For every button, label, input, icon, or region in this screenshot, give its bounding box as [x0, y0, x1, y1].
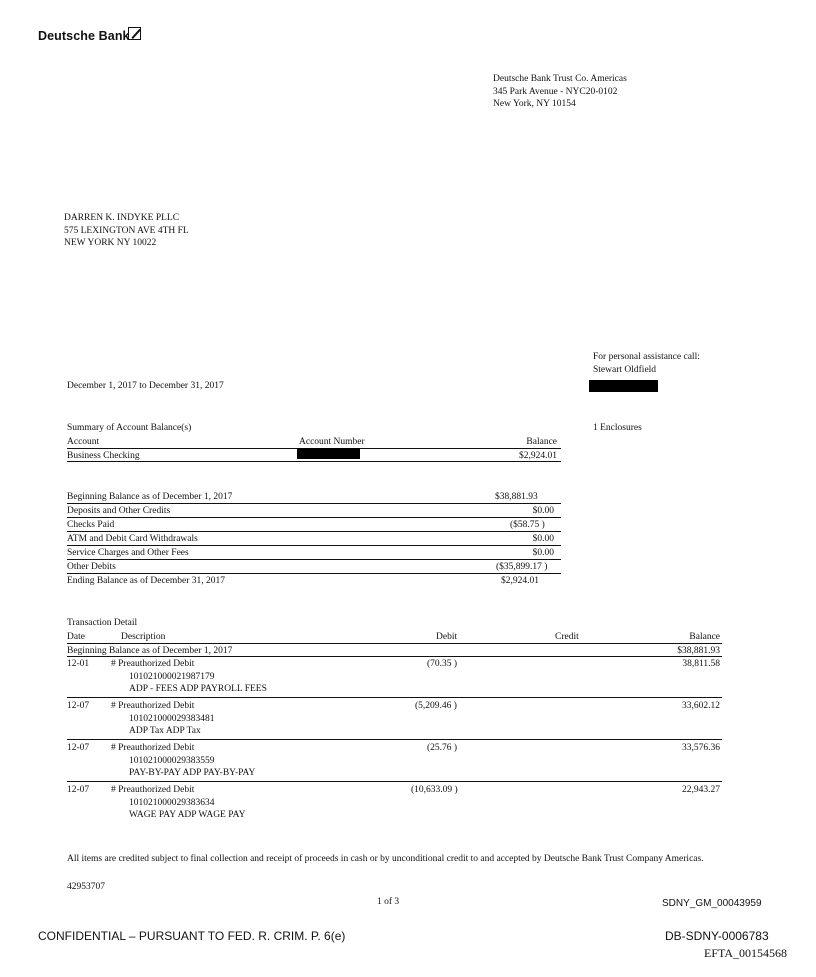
divider	[67, 573, 561, 574]
page-number: 1 of 3	[377, 897, 400, 907]
assistance-contact	[593, 351, 700, 376]
divider	[67, 739, 722, 740]
tx-date: 12-07	[67, 785, 90, 795]
tx-memo: ADP Tax ADP Tax	[129, 726, 201, 736]
redacted-account-number	[297, 448, 360, 459]
customer-address-line: NEW YORK NY 10022	[64, 238, 157, 248]
balance-value: $0.00	[532, 506, 554, 516]
confidential-notice: CONFIDENTIAL – PURSUANT TO FED. R. CRIM. P. 6(e)	[38, 929, 346, 943]
enclosures: 1 Enclosures	[593, 423, 642, 433]
balance-label: Service Charges and Other Fees	[67, 548, 189, 558]
balance-value: ($58.75 )	[510, 520, 545, 530]
tx-beginning-label: Beginning Balance as of December 1, 2017	[67, 646, 233, 656]
assistance-name: Stewart Oldfield	[593, 364, 657, 375]
tx-description	[111, 742, 255, 780]
redacted-phone	[589, 380, 658, 392]
bates-number: EFTA_00154568	[704, 946, 788, 960]
tx-balance: 38,811.58	[682, 659, 720, 669]
divider	[67, 517, 561, 518]
deutsche-bank-slash-logo-icon	[128, 27, 141, 40]
tx-memo: PAY-BY-PAY ADP PAY-BY-PAY	[129, 768, 256, 778]
divider	[67, 545, 561, 546]
tx-balance: 33,602.12	[682, 701, 720, 711]
tx-col-credit: Credit	[555, 632, 579, 642]
tx-description	[111, 700, 215, 738]
tx-desc: # Preauthorized Debit	[111, 743, 195, 753]
tx-balance: 22,943.27	[682, 785, 720, 795]
divider	[67, 643, 722, 644]
balance-value: $38,881.93	[495, 492, 538, 502]
transaction-title: Transaction Detail	[67, 618, 138, 628]
balance-value: $2,924.01	[501, 576, 539, 586]
tx-debit: (70.35 )	[427, 659, 458, 669]
balance-label: Deposits and Other Credits	[67, 506, 171, 516]
divider	[67, 531, 561, 532]
tx-col-date: Date	[67, 632, 85, 642]
tx-col-debit: Debit	[436, 632, 458, 642]
tx-desc: # Preauthorized Debit	[111, 659, 195, 669]
tx-beginning-balance: $38,881.93	[677, 646, 720, 656]
balance-label: Beginning Balance as of December 1, 2017	[67, 492, 233, 502]
balance-label: Other Debits	[67, 562, 116, 572]
disclaimer: All items are credited subject to final collection and receipt of proceeds in cash or by unconditional credit to and accepted by Deutsche Bank Trust Company Americas.	[67, 854, 704, 864]
summary-account: Business Checking	[67, 451, 140, 461]
bates-number: SDNY_GM_00043959	[662, 898, 762, 909]
customer-address	[64, 212, 189, 250]
customer-address-line: DARREN K. INDYKE PLLC	[64, 213, 180, 223]
tx-debit: (10,633.09 )	[411, 785, 458, 795]
document-number: 42953707	[67, 882, 105, 892]
tx-debit: (5,209.46 )	[415, 701, 457, 711]
divider	[67, 503, 561, 504]
tx-col-description: Description	[121, 632, 166, 642]
summary-col-balance: Balance	[526, 437, 557, 447]
tx-ref: 101021000029383559	[129, 755, 215, 766]
bates-number: DB-SDNY-0006783	[665, 929, 769, 943]
summary-title: Summary of Account Balance(s)	[67, 423, 192, 433]
balance-value: $0.00	[532, 548, 554, 558]
tx-ref: 101021000029383634	[129, 797, 215, 808]
balance-label: Ending Balance as of December 31, 2017	[67, 576, 226, 586]
tx-memo: WAGE PAY ADP WAGE PAY	[129, 810, 246, 820]
summary-balance: $2,924.01	[519, 451, 557, 461]
tx-col-balance: Balance	[689, 632, 720, 642]
tx-debit: (25.76 )	[427, 743, 458, 753]
tx-ref: 101021000021987179	[129, 671, 215, 682]
bank-address-line: Deutsche Bank Trust Co. Americas	[493, 74, 627, 84]
tx-desc: # Preauthorized Debit	[111, 785, 195, 795]
assistance-line: For personal assistance call:	[593, 352, 700, 362]
tx-memo: ADP - FEES ADP PAYROLL FEES	[129, 684, 267, 694]
tx-description	[111, 658, 267, 696]
balance-value: ($35,899.17 )	[496, 562, 548, 572]
summary-col-account: Account	[67, 437, 100, 447]
bank-address-line: New York, NY 10154	[493, 99, 576, 109]
divider	[67, 781, 722, 782]
tx-date: 12-07	[67, 701, 90, 711]
tx-desc: # Preauthorized Debit	[111, 701, 195, 711]
divider	[67, 656, 722, 657]
balance-value: $0.00	[532, 534, 554, 544]
summary-col-number: Account Number	[299, 437, 365, 447]
bank-address	[493, 73, 627, 111]
bank-address-line: 345 Park Avenue - NYC20-0102	[493, 86, 618, 97]
balance-label: Checks Paid	[67, 520, 115, 530]
tx-date: 12-01	[67, 659, 90, 669]
divider	[67, 559, 561, 560]
customer-address-line: 575 LEXINGTON AVE 4TH FL	[64, 225, 189, 236]
balance-label: ATM and Debit Card Withdrawals	[67, 534, 198, 544]
tx-balance: 33,576.36	[682, 743, 720, 753]
tx-date: 12-07	[67, 743, 90, 753]
tx-ref: 101021000029383481	[129, 713, 215, 724]
statement-period: December 1, 2017 to December 31, 2017	[67, 381, 224, 391]
tx-description	[111, 784, 246, 822]
bank-logo-text: Deutsche Bank	[38, 29, 130, 43]
divider	[67, 461, 561, 462]
divider	[67, 697, 722, 698]
